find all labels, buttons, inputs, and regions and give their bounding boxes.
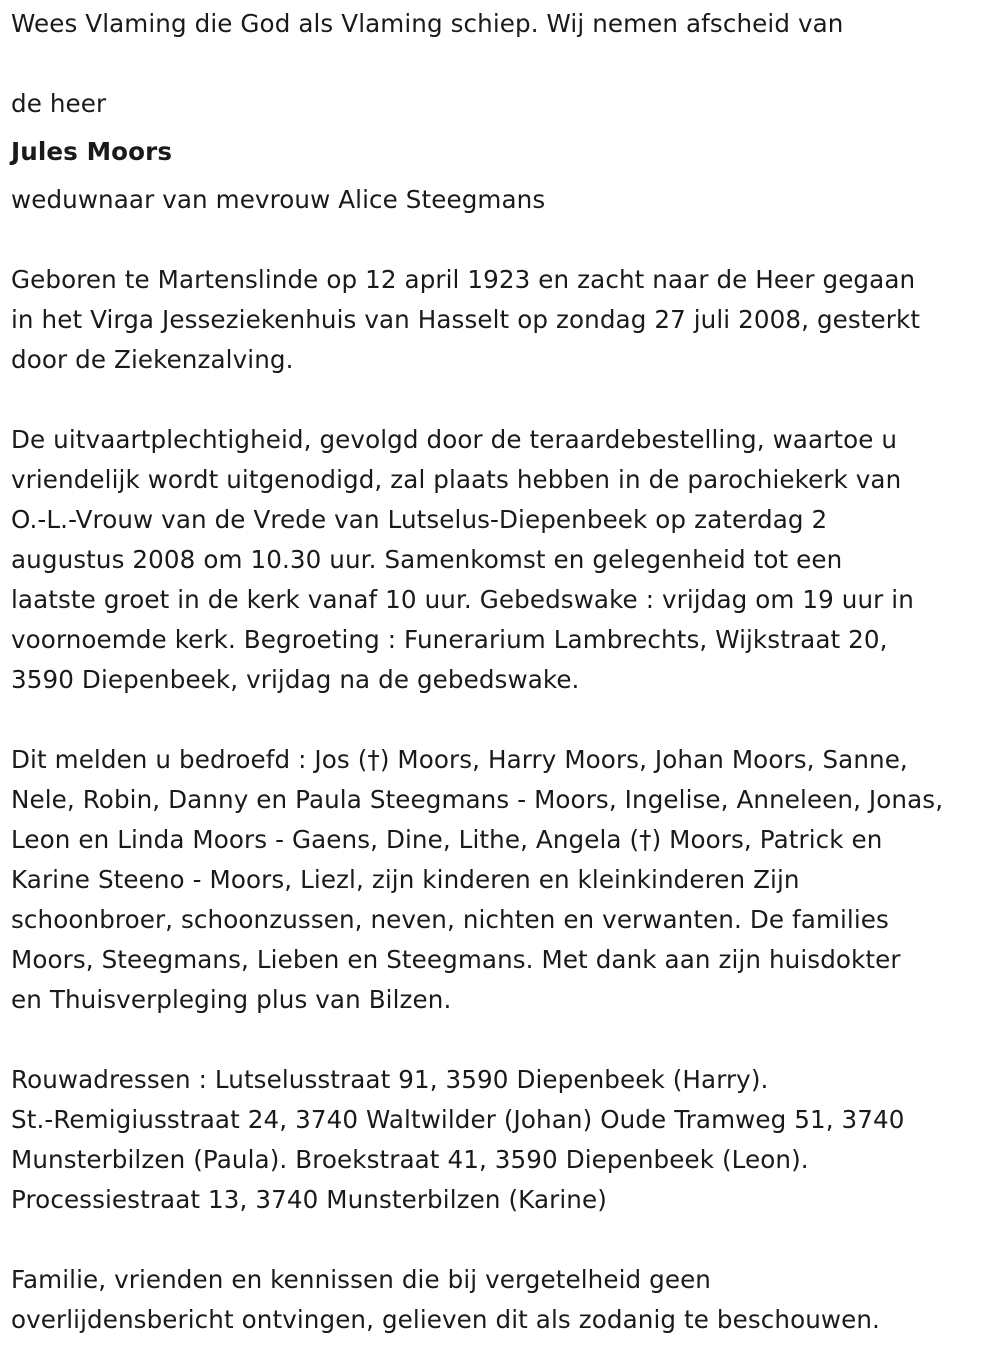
opening-line: Wees Vlaming die God als Vlaming schiep. Wij nemen afscheid van xyxy=(11,9,844,38)
family-paragraph: Dit melden u bedroefd : Jos (†) Moors, Harry Moors, Johan Moors, Sanne, Nele, Robin, Danny en Paula Steegmans - Moors, Ingelise, Anneleen, Jonas, Leon en Linda Moors - Gaens, Dine, Lithe, Angela (†) Moors, Patrick en Karine Steeno - Moors, Liezl, zijn kinderen en kleinkinderen Zijn schoonbroer, schoonzussen, neven, nichten en verwanten. De families Moors, Steegmans, Lieben en Steegmans. Met dank aan zijn huisdokter en Thuisverpleging plus van Bilzen. xyxy=(11,745,944,1014)
spacer xyxy=(11,700,995,740)
spacer xyxy=(11,380,995,420)
spacer xyxy=(11,220,995,260)
spacer xyxy=(11,1220,995,1260)
birth-death-paragraph: Geboren te Martenslinde op 12 april 1923 en zacht naar de Heer gegaan in het Virga Jesseziekenhuis van Hasselt op zondag 27 juli 2008, gesterkt door de Ziekenzalving. xyxy=(11,265,921,374)
addresses-paragraph: Rouwadressen : Lutselusstraat 91, 3590 Diepenbeek (Harry). St.-Remigiusstraat 24, 3740 Waltwilder (Johan) Oude Tramweg 51, 3740 Munsterbilzen (Paula). Broekstraat 41, 3590 Diepenbeek (Leon). Processiestraat 13, 3740 Munsterbilzen (Karine) xyxy=(11,1065,905,1214)
ceremony-paragraph: De uitvaartplechtigheid, gevolgd door de teraardebestelling, waartoe u vriendelijk wordt uitgenodigd, zal plaats hebben in de parochiekerk van O.-L.-Vrouw van de Vrede van Lutselus-Diepenbeek op zaterdag 2 augustus 2008 om 10.30 uur. Samenkomst en gelegenheid tot een laatste groet in de kerk vanaf 10 uur. Gebedswake : vrijdag om 19 uur in voornoemde kerk. Begroeting : Funerarium Lambrechts, Wijkstraat 20, 3590 Diepenbeek, vrijdag na de gebedswake. xyxy=(11,425,914,694)
obituary-notice xyxy=(11,4,995,1340)
closing-paragraph: Familie, vrienden en kennissen die bij vergetelheid geen overlijdensbericht ontvingen, gelieven dit als zodanig te beschouwen. xyxy=(11,1265,880,1334)
spacer xyxy=(11,44,995,84)
deceased-name: Jules Moors xyxy=(11,137,173,166)
salutation: de heer xyxy=(11,89,107,118)
spouse-line: weduwnaar van mevrouw Alice Steegmans xyxy=(11,185,546,214)
spacer xyxy=(11,1020,995,1060)
